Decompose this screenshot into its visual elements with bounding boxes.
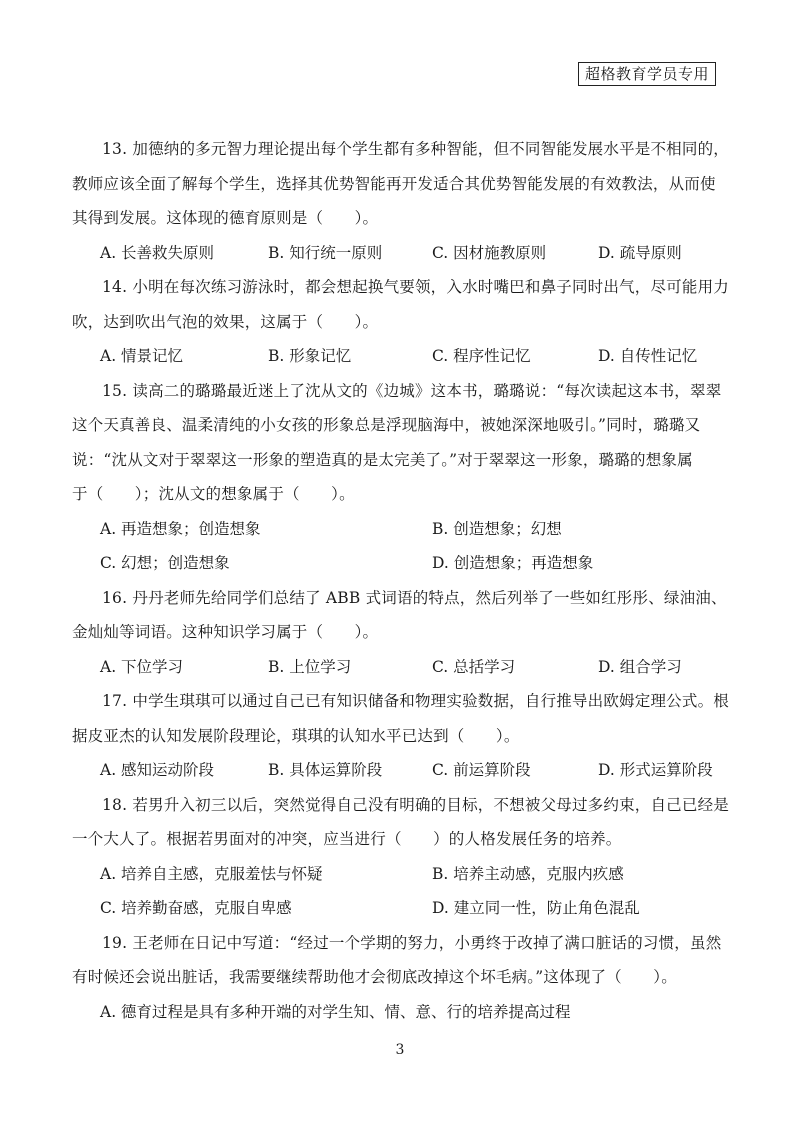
- option-c: C. 培养勤奋感，克服自卑感: [100, 899, 292, 917]
- question-16: [72, 581, 727, 685]
- question-13-line-1: 13. 加德纳的多元智力理论提出每个学生都有多种智能，但不同智能发展水平是不相同的，: [102, 140, 729, 158]
- question-18: [72, 788, 727, 926]
- option-a: A. 情景记忆: [100, 347, 184, 365]
- question-19-options: [72, 995, 727, 1030]
- option-a: A. 培养自主感，克服羞怯与怀疑: [100, 864, 323, 883]
- question-15-options-row-1: [72, 512, 727, 547]
- question-14: [72, 270, 727, 374]
- question-15-options-row-2: [72, 546, 727, 581]
- option-a: A. 再造想象；创造想象: [100, 519, 261, 538]
- question-13-line-3: 其得到发展。这体现的德育原则是（ ）。: [72, 209, 379, 227]
- question-16-line-2: 金灿灿等词语。这种知识学习属于（ ）。: [72, 623, 379, 641]
- option-c: C. 前运算阶段: [432, 761, 531, 779]
- question-18-options-row-1: [72, 857, 727, 892]
- question-15-line-1: 15. 读高二的璐璐最近迷上了沈从文的《边城》这本书，璐璐说：“每次读起这本书，翠翠: [102, 381, 722, 400]
- question-17-options: [72, 753, 727, 788]
- question-14-options: [72, 339, 727, 374]
- question-18-options-row-2: [72, 891, 727, 926]
- question-19: [72, 926, 727, 1030]
- question-15: [72, 374, 727, 581]
- option-b: B. 形象记忆: [268, 347, 352, 365]
- option-d: D. 建立同一性，防止角色混乱: [432, 899, 640, 917]
- question-list: [72, 132, 727, 1029]
- question-15-line-3: 说：“沈从文对于翠翠这一形象的塑造真的是太完美了。”对于翠翠这一形象，璐璐的想象属: [72, 450, 693, 469]
- option-a: A. 德育过程是具有多种开端的对学生知、情、意、行的培养提高过程: [100, 1002, 571, 1021]
- question-14-line-2: 吹，达到吹出气泡的效果，这属于（ ）。: [72, 312, 379, 331]
- question-19-line-2: 有时候还会说出脏话，我需要继续帮助他才会彻底改掉这个坏毛病。”这体现了（ ）。: [72, 968, 677, 986]
- question-15-line-2: 这个天真善良、温柔清纯的小女孩的形象总是浮现脑海中，被她深深地吸引。”同时，璐璐又: [72, 416, 701, 434]
- option-d: D. 创造想象；再造想象: [432, 554, 594, 572]
- question-17-line-1: 17. 中学生琪琪可以通过自己已有知识储备和物理实验数据，自行推导出欧姆定理公式。根: [102, 692, 729, 710]
- option-b: B. 创造想象；幻想: [432, 519, 562, 538]
- option-b: B. 培养主动感，克服内疚感: [432, 864, 624, 883]
- question-14-line-1: 14. 小明在每次练习游泳时，都会想起换气要领，入水时嘴巴和鼻子同时出气，尽可能用力: [102, 278, 729, 296]
- option-c: C. 程序性记忆: [432, 347, 531, 365]
- option-c: C. 总括学习: [432, 657, 516, 676]
- option-d: D. 组合学习: [598, 657, 682, 676]
- question-13-options: [72, 236, 727, 271]
- option-d: D. 自传性记忆: [598, 347, 698, 365]
- option-b: B. 上位学习: [268, 657, 352, 676]
- option-a: A. 下位学习: [100, 657, 184, 676]
- page-number: 3: [395, 1042, 405, 1058]
- question-18-line-1: 18. 若男升入初三以后，突然觉得自己没有明确的目标，不想被父母过多约束，自己已经是: [102, 795, 729, 814]
- question-18-line-2: 一个大人了。根据若男面对的冲突，应当进行（ ）的人格发展任务的培养。: [72, 830, 622, 848]
- question-16-options: [72, 650, 727, 685]
- option-d: D. 疏导原则: [598, 243, 682, 262]
- question-13: [72, 132, 727, 270]
- option-a: A. 感知运动阶段: [100, 761, 215, 779]
- header-tag: 超格教育学员专用: [578, 62, 716, 86]
- option-d: D. 形式运算阶段: [598, 761, 713, 779]
- question-19-line-1: 19. 王老师在日记中写道：“经过一个学期的努力，小勇终于改掉了满口脏话的习惯，虽然: [102, 933, 722, 952]
- question-17-line-2: 据皮亚杰的认知发展阶段理论，琪琪的认知水平已达到（ ）。: [72, 726, 520, 745]
- option-b: B. 具体运算阶段: [268, 761, 383, 779]
- option-a: A. 长善救失原则: [100, 243, 215, 262]
- question-15-line-4: 于（ ）；沈从文的想象属于（ ）。: [72, 485, 355, 503]
- question-16-line-1: 16. 丹丹老师先给同学们总结了 ABB 式词语的特点，然后列举了一些如红彤彤、绿油油、: [102, 588, 727, 607]
- option-b: B. 知行统一原则: [268, 243, 383, 262]
- option-c: C. 幻想；创造想象: [100, 554, 230, 572]
- option-c: C. 因材施教原则: [432, 243, 547, 262]
- question-17: [72, 684, 727, 788]
- question-13-line-2: 教师应该全面了解每个学生，选择其优势智能再开发适合其优势智能发展的有效教法，从而使: [72, 174, 716, 193]
